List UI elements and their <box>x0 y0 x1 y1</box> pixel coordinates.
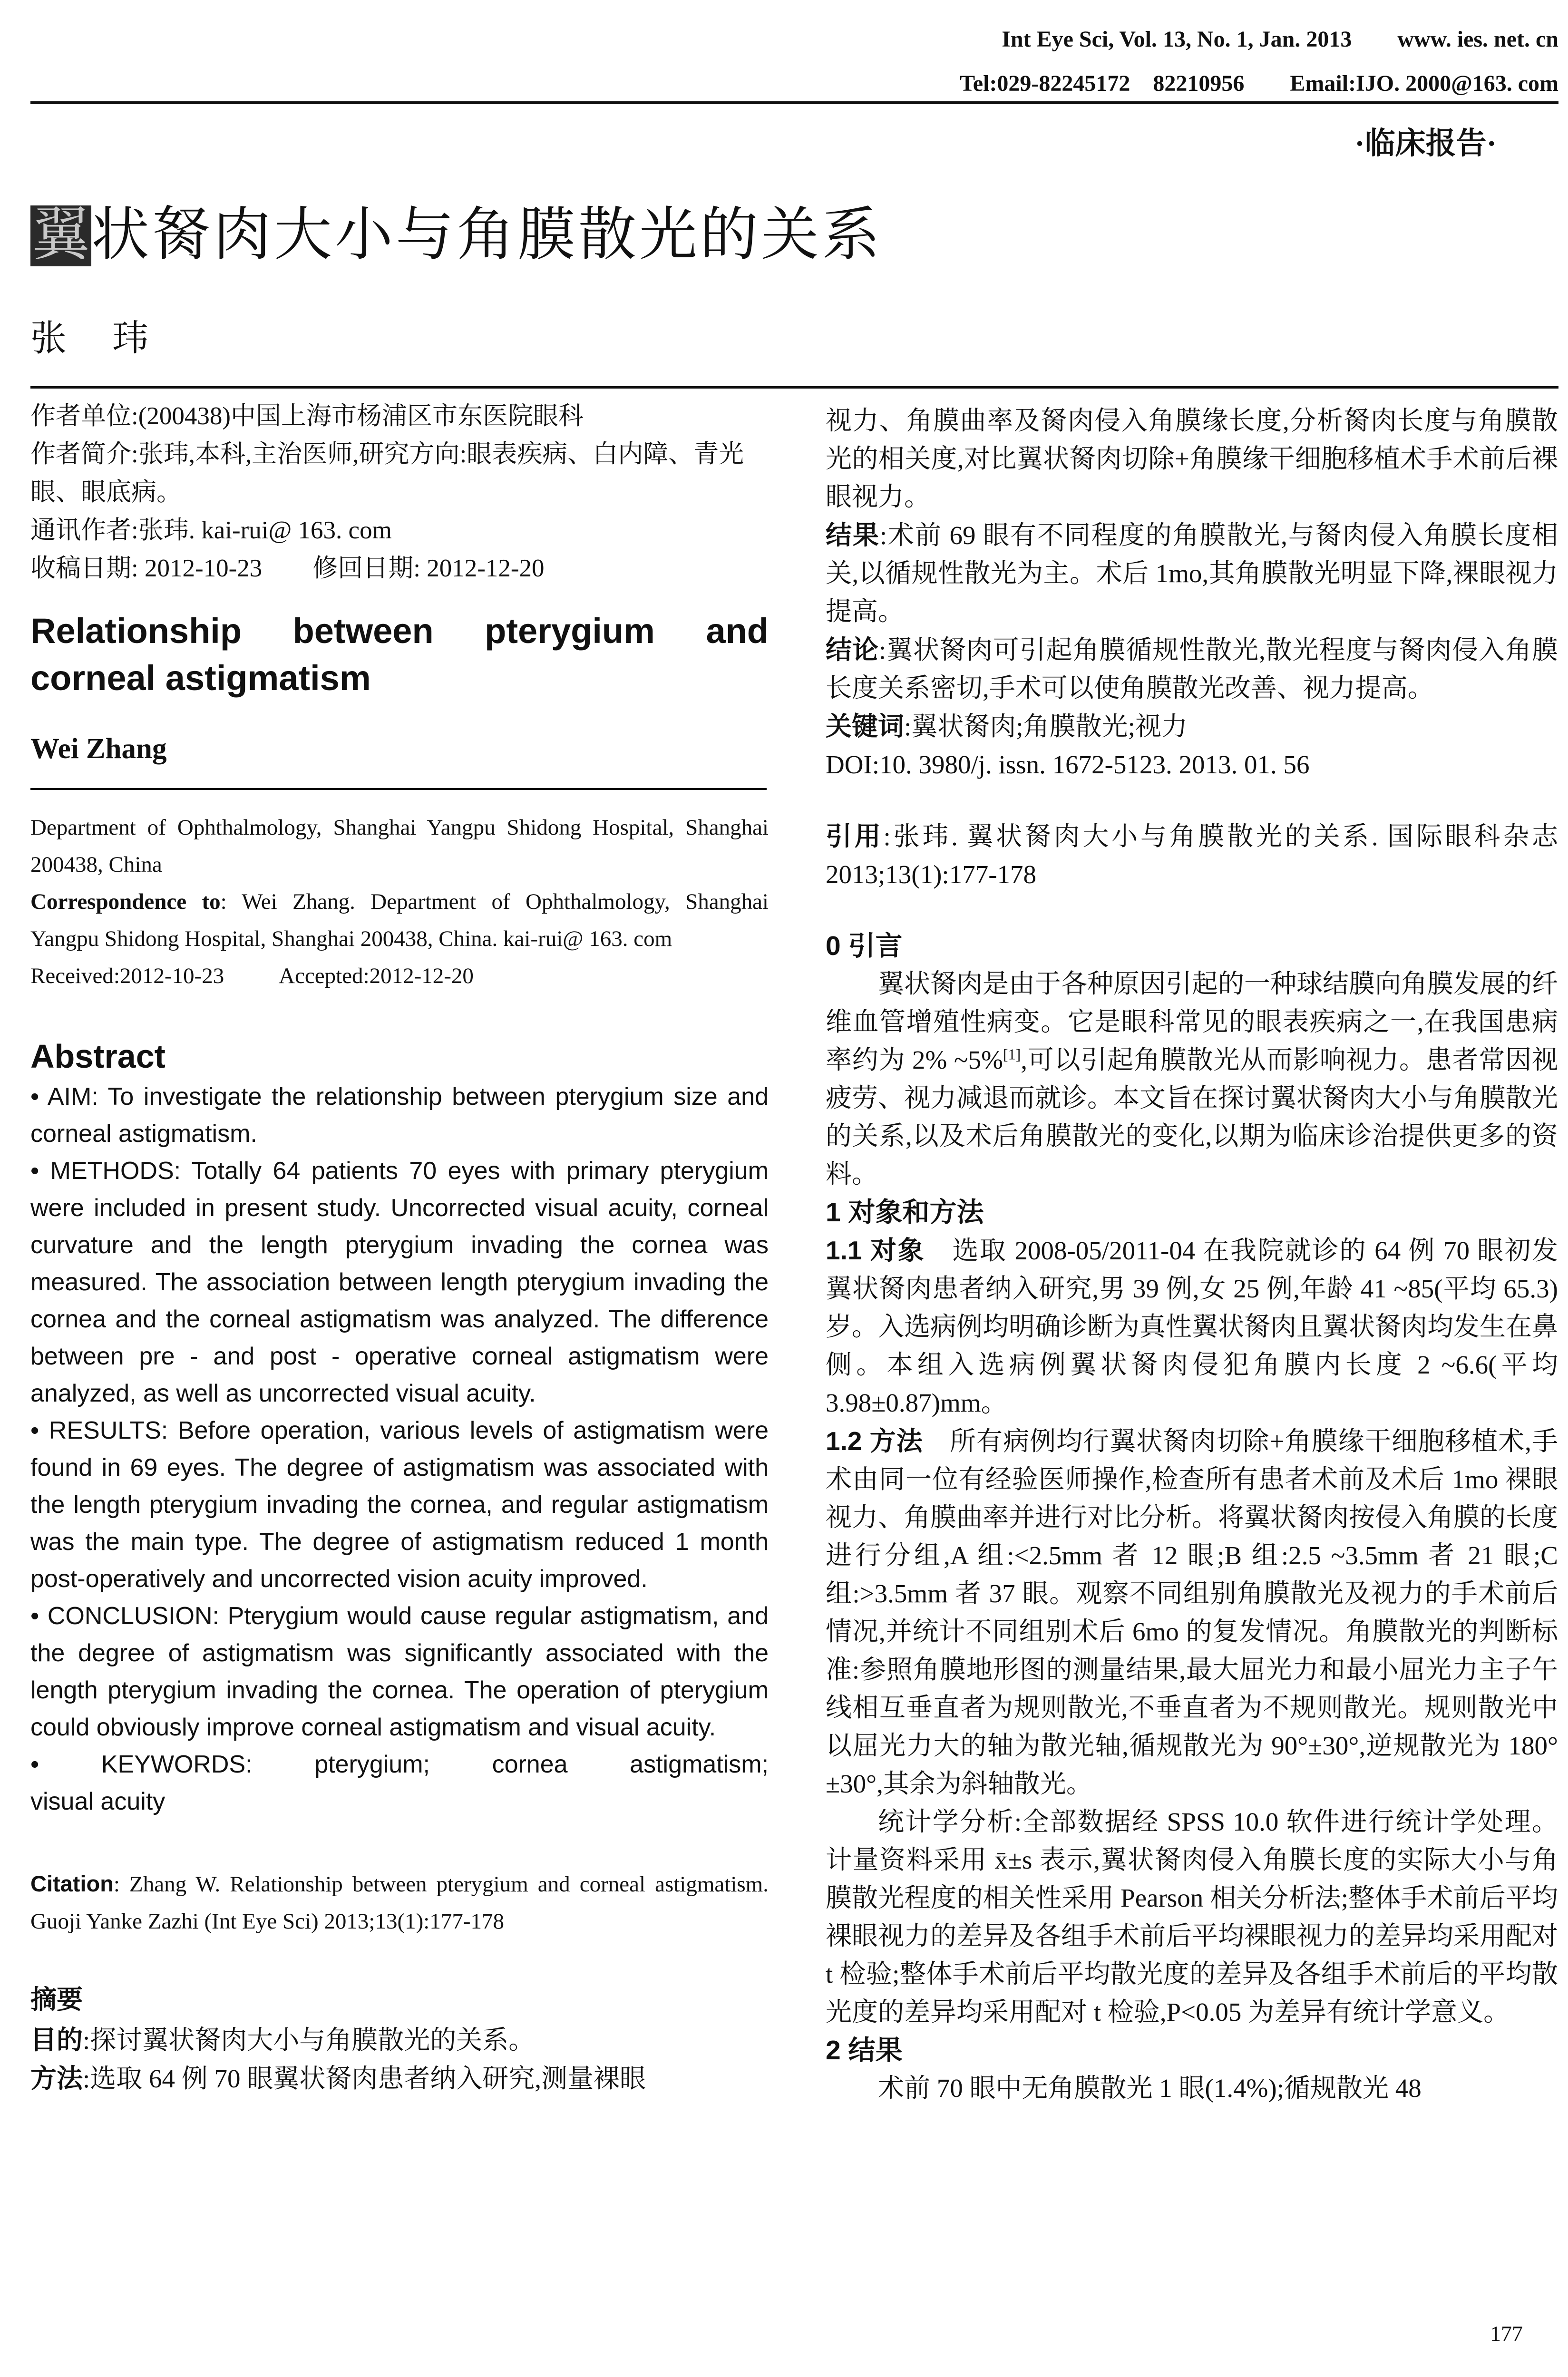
cn-keywords-text: :翼状胬肉;角膜散光;视力 <box>904 712 1188 741</box>
method-label: 1.2 方法 <box>826 1426 923 1456</box>
subjects-text: 选取 2008-05/2011-04 在我院就诊的 64 例 70 眼初发翼状胬肉患者纳入研究,男 39 例,女 25 例,年龄 41 ~85(平均 65.3)岁。入选病例均明确诊断为真性翼状胬肉且翼状胬肉均发生在鼻侧。本组入选病例翼状胬肉侵犯角膜内长度 2 ~6.6(平均 3.98±0.87)mm。 <box>826 1236 1558 1417</box>
ref-1[interactable]: [1] <box>1003 1045 1021 1063</box>
page-number: 177 <box>1490 2321 1523 2346</box>
intro-text-b: ,可以引起角膜散光从而影响视力。患者常因视疲劳、视力减退而就诊。本文旨在探讨翼状胬肉大小与角膜散光的关系,以及术后角膜散光的变化,以期为临床诊治提供更多的资料。 <box>826 1045 1558 1188</box>
abstract-keywords-cont: visual acuity <box>30 1788 166 1815</box>
citation-text: : Zhang W. Relationship between pterygium and corneal astigmatism. Guoji Yanke Zazhi (Int Eye Sci) 2013;13(1):177-178 <box>30 1872 769 1934</box>
cn-citation-label: 引用 <box>826 821 884 851</box>
chinese-methods-start <box>30 2059 769 2098</box>
chinese-keywords <box>826 707 1558 746</box>
abstract-methods: • METHODS: Totally 64 patients 70 eyes with primary pterygium were included in present study. Uncorrected visual acuity, corneal curvature and the length pterygium invading the cornea was measured. The association between length pterygium invading the cornea and the corneal astigmatism was analyzed. The difference between pre - and post - operative corneal astigmatism were analyzed, as well as uncorrected visual acuity. <box>30 1157 769 1407</box>
intro-text-a: 翼状胬肉是由于各种原因引起的一种球结膜向角膜发展的纤维血管增殖性病变。它是眼科常见的眼表疾病之一,在我国患病率约为 2% ~5% <box>826 969 1558 1074</box>
correspondence-cn: 通讯作者:张玮. kai-rui@ 163. com <box>30 516 392 544</box>
english-author: Wei Zhang <box>30 733 167 765</box>
intro-paragraph <box>826 965 1558 1193</box>
abstract-conclusion: • CONCLUSION: Pterygium would cause regular astigmatism, and the degree of astigmatism was significantly associated with the length pterygium invading the cornea. The operation of pterygium could obviously improve corneal astigmatism and visual acuity. <box>30 1602 769 1741</box>
results-paragraph: 术前 70 眼中无角膜散光 1 眼(1.4%);循规散光 48 <box>878 2074 1422 2103</box>
abstract-heading: Abstract <box>30 1038 166 1075</box>
citation-label: Citation <box>30 1871 114 1896</box>
abstract-keywords: • KEYWORDS: pterygium; cornea astigmatism; <box>30 1751 769 1778</box>
english-citation <box>30 1865 769 1940</box>
cn-methods-text: :选取 64 例 70 眼翼状胬肉患者纳入研究,测量裸眼 <box>83 2064 646 2093</box>
title-rule <box>30 386 1558 389</box>
right-column <box>826 402 1558 2107</box>
methods-heading: 1 对象和方法 <box>826 1197 984 1227</box>
author-unit: 作者单位:(200438)中国上海市杨浦区市东医院眼科 <box>30 402 584 430</box>
intro-heading: 0 引言 <box>826 931 903 961</box>
english-title: Relationship between pterygium and corneal astigmatism <box>30 611 769 698</box>
doi: DOI:10. 3980/j. issn. 1672-5123. 2013. 01. 56 <box>826 750 1310 779</box>
header-rule <box>30 101 1558 104</box>
section-label: ·临床报告· <box>1354 127 1497 160</box>
english-dates: Received:2012-10-23 Accepted:2012-12-20 <box>30 964 474 988</box>
english-author-rule <box>30 788 767 790</box>
method-paragraph <box>826 1422 1558 1803</box>
dates-cn: 收稿日期: 2012-10-23 修回日期: 2012-12-20 <box>30 555 545 582</box>
chinese-methods-cont: 视力、角膜曲率及胬肉侵入角膜缘长度,分析胬肉长度与角膜散光的相关度,对比翼状胬肉切除+角膜缘干细胞移植术手术前后裸眼视力。 <box>826 406 1558 511</box>
subjects-paragraph <box>826 1231 1558 1422</box>
correspondence-text: : Wei Zhang. Department of Ophthalmology, Shanghai Yangpu Shidong Hospital, Shanghai 200438, China. kai-rui@ 163. com <box>30 889 769 951</box>
author-bio: 作者简介:张玮,本科,主治医师,研究方向:眼表疾病、白内障、青光眼、眼底病。 <box>30 440 744 506</box>
cn-keywords-label: 关键词 <box>826 711 905 741</box>
subjects-label: 1.1 对象 <box>826 1236 925 1265</box>
english-correspondence <box>30 883 769 957</box>
cn-results-text: :术前 69 眼有不同程度的角膜散光,与胬肉侵入角膜长度相关,以循规性散光为主。术后 1mo,其角膜散光明显下降,裸眼视力提高。 <box>826 521 1558 626</box>
title-initial-char: 翼 <box>32 203 90 267</box>
author-meta <box>30 397 769 587</box>
results-heading: 2 结果 <box>826 2035 903 2065</box>
chinese-citation <box>826 817 1558 894</box>
stats-paragraph: 统计学分析:全部数据经 SPSS 10.0 软件进行统计学处理。计量资料采用 x̄±s 表示,翼状胬肉侵入角膜长度的实际大小与角膜散光程度的相关性采用 Pearson 相关分析法;整体手术前后平均裸眼视力的差异及各组手术前后平均裸眼视力的差异均采用配对 t 检验;整体手术前后平均散光度的差异及各组手术前后的平均散光度的差异均采用配对 t 检验,P<0.05 为差异有统计学意义。 <box>826 1807 1558 2026</box>
english-affiliation: Department of Ophthalmology, Shanghai Yangpu Shidong Hospital, Shanghai 200438, China <box>30 815 769 877</box>
cn-citation-text: :张玮. 翼状胬肉大小与角膜散光的关系. 国际眼科杂志 2013;13(1):177-178 <box>826 822 1558 889</box>
author-name: 张玮 <box>30 319 194 359</box>
journal-header-line1: Int Eye Sci, Vol. 13, No. 1, Jan. 2013 www. ies. net. cn <box>1002 27 1558 52</box>
chinese-abstract-heading: 摘要 <box>30 1985 83 2014</box>
abstract-aim: • AIM: To investigate the relationship between pterygium size and corneal astigmatism. <box>30 1083 769 1148</box>
method-text: 所有病例均行翼状胬肉切除+角膜缘干细胞移植术,手术由同一位有经验医师操作,检查所有患者术前及术后 1mo 裸眼视力、角膜曲率并进行对比分析。将翼状胬肉按侵入角膜的长度进行分组,A 组:<2.5mm 者 12 眼;B 组:2.5 ~3.5mm 者 21 眼;C 组:>3.5mm 者 37 眼。观察不同组别角膜散光及视力的手术前后情况,并统计不同组别术后 6mo 的复发情况。角膜散光的判断标准:参照角膜地形图的测量结果,最大屈光力和最小屈光力主子午线相互垂直者为规则散光,不垂直者为不规则散光。规则散光中以屈光力大的轴为散光轴,循规散光为 90°±30°,逆规散光为 180°±30°,其余为斜轴散光。 <box>826 1427 1558 1798</box>
chinese-results <box>826 516 1558 631</box>
cn-aim-label: 目的 <box>30 2025 83 2055</box>
correspondence-label: Correspondence to <box>30 889 221 914</box>
cn-conclusion-label: 结论 <box>826 635 879 664</box>
cn-methods-label: 方法 <box>30 2064 83 2093</box>
cn-aim-text: :探讨翼状胬肉大小与角膜散光的关系。 <box>83 2026 535 2055</box>
chinese-aim <box>30 2021 769 2059</box>
abstract-results: • RESULTS: Before operation, various levels of astigmatism were found in 69 eyes. The degree of astigmatism was associated with the length pterygium invading the cornea, and regular astigmatism was the main type. The degree of astigmatism reduced 1 month post-operatively and uncorrected vision acuity improved. <box>30 1417 769 1593</box>
left-column <box>30 397 769 2098</box>
cn-conclusion-text: :翼状胬肉可引起角膜循规性散光,散光程度与胬肉侵入角膜长度关系密切,手术可以使角膜散光改善、视力提高。 <box>826 635 1558 702</box>
journal-header-line2: Tel:029-82245172 82210956 Email:IJO. 2000@163. com <box>960 71 1558 96</box>
page-title: 状胬肉大小与角膜散光的关系 <box>91 203 883 267</box>
chinese-conclusion <box>826 631 1558 707</box>
cn-results-label: 结果 <box>826 520 880 550</box>
